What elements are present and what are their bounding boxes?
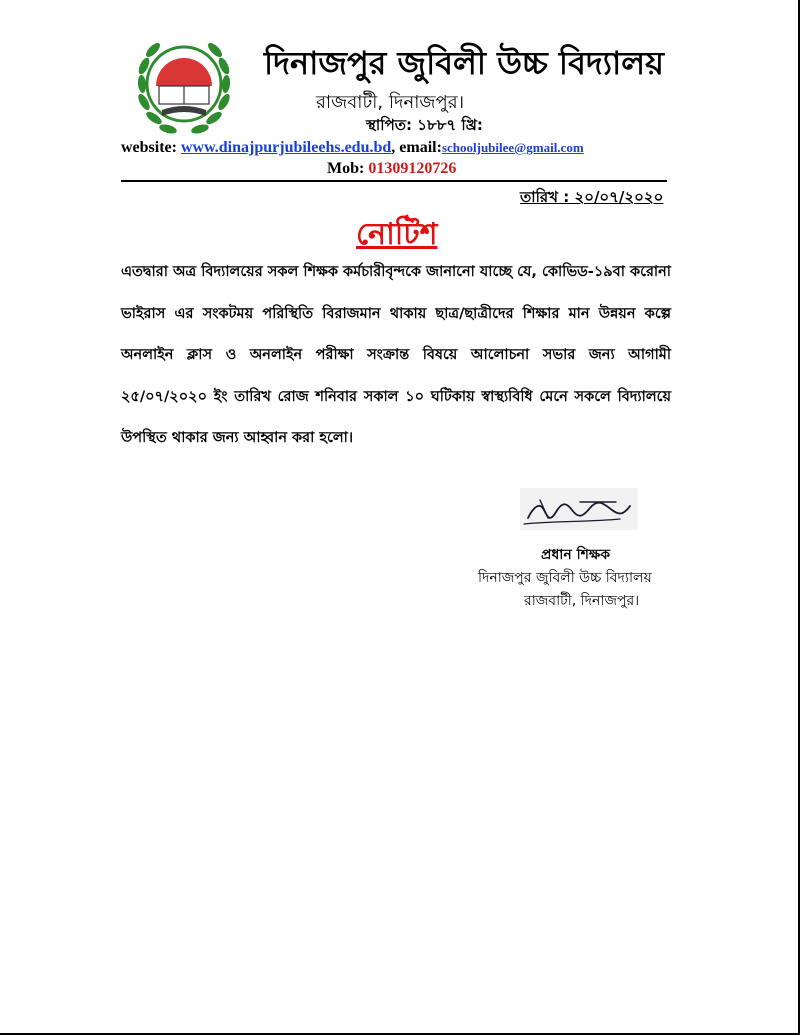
notice-title: নোটিশ (356, 217, 438, 252)
website-link[interactable]: www.dinajpurjubileehs.edu.bd (180, 139, 392, 156)
website-label: website: (121, 139, 177, 156)
established-year: স্থাপিত: ১৮৮৭ খ্রি: (366, 116, 483, 134)
contact-line (121, 139, 584, 157)
handwritten-signature-icon (520, 488, 638, 530)
email-link[interactable]: schooljubilee@gmail.com (441, 140, 584, 155)
signatory-address: রাজবাটী, দিনাজপুর। (524, 593, 640, 609)
school-name-heading: দিনাজপুর জুবিলী উচ্চ বিদ্যালয় (264, 44, 664, 82)
notice-date: তারিখ : ২০/০৭/২০২০ (520, 188, 664, 206)
header-divider (121, 180, 667, 182)
school-logo (126, 26, 242, 142)
laurel-emblem-icon (126, 26, 242, 142)
notice-body: এতদ্বারা অত্র বিদ্যালয়ের সকল শিক্ষক কর্মচারীবৃন্দকে জানানো যাচ্ছে যে, কোভিড-১৯বা করোনা ভাইরাস এর সংকটময় পরিস্থিতি বিরাজমান থাকায় ছাত্র/ছাত্রীদের শিক্ষার মান উন্নয়ন কল্পে অনলাইন ক্লাস ও অনলাইন পরীক্ষা সংক্রান্ত বিষয়ে আলোচনা সভার জন্য আগামী ২৫/০৭/২০২০ ইং তারিখ রোজ শনিবার সকাল ১০ ঘটিকায় স্বাস্থ্যবিধি মেনে সকলে বিদ্যালয়ে উপস্থিত থাকার জন্য আহ্বান করা হলো। (121, 264, 671, 446)
signature-image (520, 488, 638, 530)
mobile-line (327, 160, 456, 178)
email-label: , email: (391, 139, 442, 156)
signatory-title: প্রধান শিক্ষক (541, 547, 611, 563)
school-address: রাজবাটী, দিনাজপুর। (316, 92, 465, 113)
signatory-school: দিনাজপুর জুবিলী উচ্চ বিদ্যালয় (478, 570, 652, 586)
mobile-number: 01309120726 (368, 160, 457, 177)
mobile-label: Mob: (327, 160, 365, 177)
